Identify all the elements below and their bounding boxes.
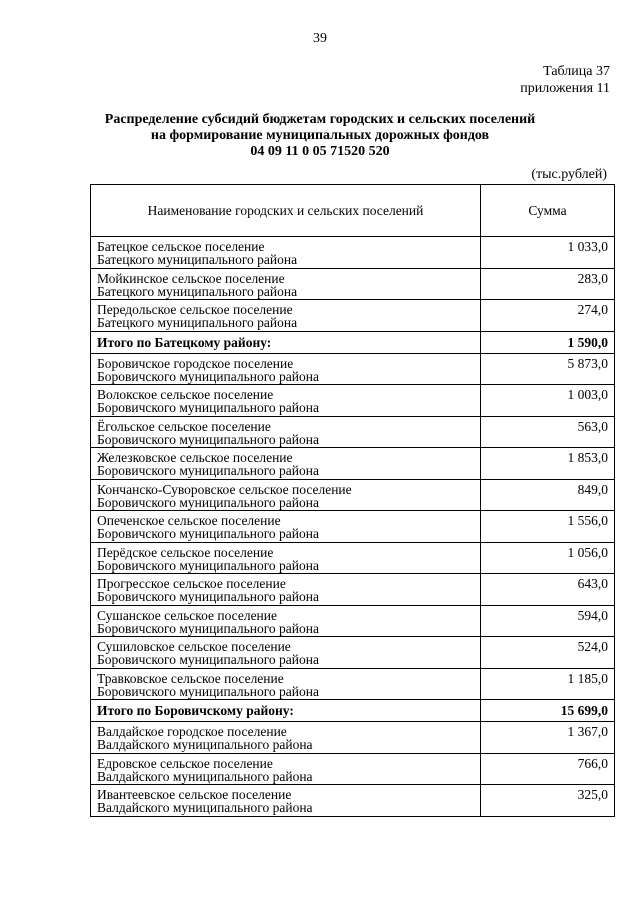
appendix-reference: приложения 11 xyxy=(520,81,610,96)
settlement-name xyxy=(91,511,481,543)
settlement-name xyxy=(91,753,481,785)
municipal-district-line: Батецкого муниципального района xyxy=(97,315,298,330)
district-total-label: Итого по Боровичскому району: xyxy=(91,700,481,722)
settlement-name-line: Батецкое сельское поселение xyxy=(97,239,265,254)
table-row xyxy=(91,385,615,417)
municipal-district-line: Боровичского муниципального района xyxy=(97,431,319,447)
settlement-name-line: Кончанско-Суворовское сельское поселение xyxy=(97,481,352,497)
document-title xyxy=(0,112,640,160)
settlement-name xyxy=(91,668,481,700)
table-row xyxy=(91,479,615,511)
municipal-district-line: Боровичского муниципального района xyxy=(97,683,319,699)
table-number: Таблица 37 xyxy=(543,64,610,79)
table-row xyxy=(91,353,615,385)
municipal-district-line: Батецкого муниципального района xyxy=(97,283,298,299)
subsidy-amount: 594,0 xyxy=(481,605,615,637)
table-row xyxy=(91,753,615,785)
table-header-row xyxy=(91,185,615,237)
settlement-name-line: Сушанское сельское поселение xyxy=(97,607,277,623)
table-row xyxy=(91,268,615,300)
settlement-name-line: Сушиловское сельское поселение xyxy=(97,639,291,654)
municipal-district-line: Валдайского муниципального района xyxy=(97,800,313,815)
municipal-district-line: Боровичского муниципального района xyxy=(97,400,319,415)
settlement-name xyxy=(91,385,481,417)
settlement-name-line: Волокское сельское поселение xyxy=(97,387,274,402)
subsidy-amount: 274,0 xyxy=(481,300,615,332)
municipal-district-line: Боровичского муниципального района xyxy=(97,557,319,573)
title-line-1: Распределение субсидий бюджетам городских и сельских поселений xyxy=(104,112,536,127)
municipal-district-line: Валдайского муниципального района xyxy=(97,737,313,752)
settlement-name-line: Передольское сельское поселение xyxy=(97,302,293,317)
table-row xyxy=(91,605,615,637)
page-number: 39 xyxy=(313,31,327,46)
subsidy-amount: 643,0 xyxy=(481,574,615,606)
table-row xyxy=(91,542,615,574)
settlement-name-line: Едровское сельское поселение xyxy=(97,755,273,771)
settlement-name-line: Травковское сельское поселение xyxy=(97,670,284,686)
table-row xyxy=(91,511,615,543)
settlement-name xyxy=(91,237,481,269)
municipal-district-line: Боровичского муниципального района xyxy=(97,494,319,510)
table-row xyxy=(91,574,615,606)
column-header-name: Наименование городских и сельских поселений xyxy=(91,185,481,237)
settlement-name xyxy=(91,448,481,480)
units-label: (тыс.рублей) xyxy=(531,167,607,182)
table-row xyxy=(91,300,615,332)
subsidy-amount: 524,0 xyxy=(481,637,615,669)
title-line-2: на формирование муниципальных дорожных фондов xyxy=(150,128,490,143)
municipal-district-line: Боровичского муниципального района xyxy=(97,652,319,667)
table-body xyxy=(91,237,615,817)
table-row xyxy=(91,785,615,817)
settlement-name xyxy=(91,722,481,754)
table-row xyxy=(91,668,615,700)
subsidy-amount: 849,0 xyxy=(481,479,615,511)
settlement-name xyxy=(91,479,481,511)
settlement-name-line: Ивантеевское сельское поселение xyxy=(97,787,292,802)
district-total-row xyxy=(91,700,615,722)
settlement-name-line: Ёгольское сельское поселение xyxy=(97,418,271,434)
settlement-name xyxy=(91,574,481,606)
settlement-name xyxy=(91,416,481,448)
budget-classification-code: 04 09 11 0 05 71520 520 xyxy=(250,144,390,159)
subsidy-amount: 1 056,0 xyxy=(481,542,615,574)
settlement-name xyxy=(91,300,481,332)
table-row xyxy=(91,416,615,448)
subsidy-amount: 1 556,0 xyxy=(481,511,615,543)
municipal-district-line: Боровичского муниципального района xyxy=(97,368,319,384)
subsidies-table xyxy=(90,184,615,817)
settlement-name xyxy=(91,605,481,637)
settlement-name-line: Мойкинское сельское поселение xyxy=(97,270,285,286)
settlement-name-line: Прогресское сельское поселение xyxy=(97,576,286,591)
settlement-name xyxy=(91,637,481,669)
municipal-district-line: Боровичского муниципального района xyxy=(97,620,319,636)
district-total-label: Итого по Батецкому району: xyxy=(91,331,481,353)
settlement-name-line: Опеченское сельское поселение xyxy=(97,513,281,528)
settlement-name-line: Перёдское сельское поселение xyxy=(97,544,274,560)
settlement-name xyxy=(91,353,481,385)
subsidy-amount: 563,0 xyxy=(481,416,615,448)
subsidy-amount: 5 873,0 xyxy=(481,353,615,385)
table-row xyxy=(91,637,615,669)
settlement-name-line: Боровичское городское поселение xyxy=(97,355,294,371)
subsidy-amount: 1 003,0 xyxy=(481,385,615,417)
settlement-name xyxy=(91,268,481,300)
subsidy-amount: 325,0 xyxy=(481,785,615,817)
settlement-name-line: Валдайское городское поселение xyxy=(97,724,287,739)
table-row xyxy=(91,237,615,269)
table-reference xyxy=(520,63,610,97)
district-total-amount: 1 590,0 xyxy=(481,331,615,353)
municipal-district-line: Боровичского муниципального района xyxy=(97,526,319,541)
settlement-name xyxy=(91,785,481,817)
municipal-district-line: Боровичского муниципального района xyxy=(97,463,319,478)
settlement-name-line: Железковское сельское поселение xyxy=(97,450,293,465)
subsidy-amount: 766,0 xyxy=(481,753,615,785)
subsidy-amount: 283,0 xyxy=(481,268,615,300)
table-row xyxy=(91,722,615,754)
district-total-amount: 15 699,0 xyxy=(481,700,615,722)
subsidy-amount: 1 853,0 xyxy=(481,448,615,480)
subsidy-amount: 1 033,0 xyxy=(481,237,615,269)
subsidy-amount: 1 185,0 xyxy=(481,668,615,700)
municipal-district-line: Боровичского муниципального района xyxy=(97,589,319,604)
subsidy-amount: 1 367,0 xyxy=(481,722,615,754)
settlement-name xyxy=(91,542,481,574)
district-total-row xyxy=(91,331,615,353)
column-header-sum: Сумма xyxy=(481,185,615,237)
municipal-district-line: Батецкого муниципального района xyxy=(97,252,298,267)
municipal-district-line: Валдайского муниципального района xyxy=(97,768,313,784)
table-row xyxy=(91,448,615,480)
